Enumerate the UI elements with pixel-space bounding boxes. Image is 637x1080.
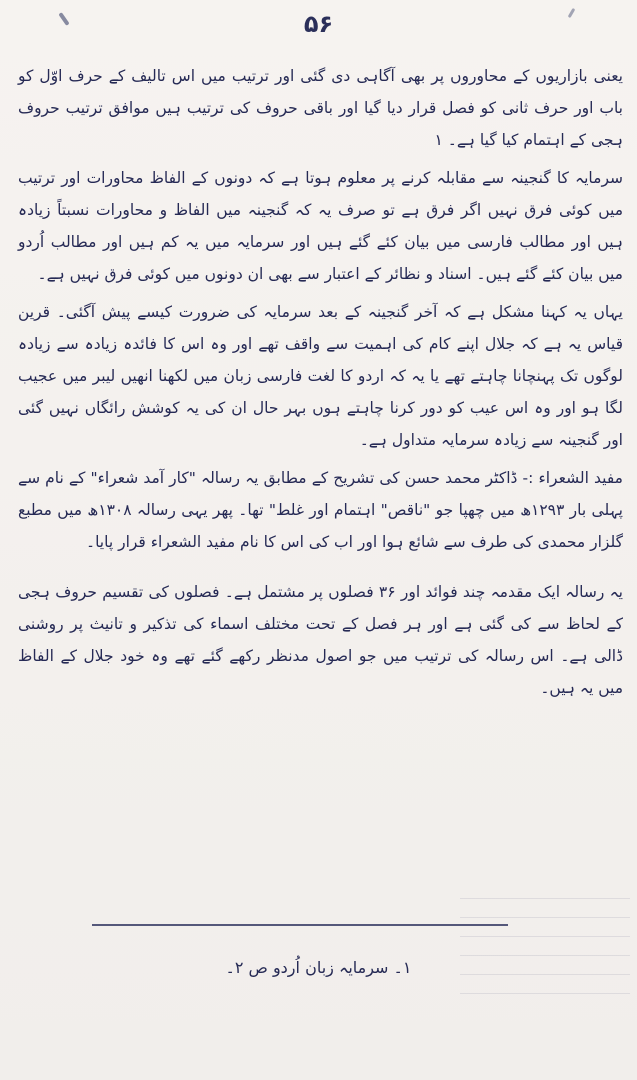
footnote-divider [92,924,508,926]
paragraph: یعنی بازاریوں کے محاوروں پر بھی آگاہی دی گئی اور ترتیب میں اس تالیف کے حرف اوّل کو باب اور حرف ثانی کو فصل قرار دیا گیا اور باقی حروف کی ترتیب ہیں موافق ترتیب حروف ہجی کے اہتمام کیا گیا ہے۔ ۱ [18,67,623,149]
page-number: ۵۶ [303,10,334,38]
body-text [18,60,623,704]
paragraph: یہ رسالہ ایک مقدمہ چند فوائد اور ۳۶ فصلوں پر مشتمل ہے۔ فصلوں کی تقسیم حروف ہجی کے لحاظ سے کی گئی ہے اور ہر فصل کے تحت مختلف اسماء کی تذکیر و تانیث پر روشنی ڈالی ہے۔ اس رسالہ کی ترتیب میں جو اصول مدنظر رکھے گئے تھے وہ خود جلال کے الفاظ میں یہ ہیں۔ [18,583,623,697]
paragraph: سرمایہ کا گنجینہ سے مقابلہ کرنے پر معلوم ہوتا ہے کہ دونوں کے الفاظ محاورات اور ترتیب میں کوئی فرق نہیں اگر فرق ہے تو صرف یہ کہ گنجینہ میں الفاظ و محاورات نسبتاً زیادہ ہیں اور مطالب فارسی میں بیان کئے گئے ہیں اور سرمایہ میں یہ کم ہیں اور مطالب اُردو میں بیان کئے گئے ہیں۔ اسناد و نظائر کے اعتبار سے بھی ان دونوں میں کوئی فرق نہیں ہے۔ [18,169,623,283]
paragraph: مفید الشعراء :- ڈاکٹر محمد حسن کی تشریح کے مطابق یہ رسالہ "کار آمد شعراء" کے نام سے پہلی بار ۱۲۹۳ھ میں چھپا جو "ناقص" اہتمام اور غلط" تھا۔ پھر یہی رسالہ ۱۳۰۸ھ میں مطبع گلزار محمدی کی طرف سے شائع ہوا اور اب کی اس کا نام مفید الشعراء قرار پایا۔ [18,469,623,551]
footnote: ۱۔ سرمایہ زبان اُردو ص ۲۔ [225,958,412,977]
paragraph: یہاں یہ کہنا مشکل ہے کہ آخر گنجینہ کے بعد سرمایہ کی ضرورت کیسے پیش آگئی۔ قرین قیاس یہ ہے کہ جلال اپنے کام کی اہمیت سے واقف تھے اور وہ اس کا فائدہ زیادہ سے زیادہ لوگوں تک پہنچانا چاہتے تھے یا یہ کہ اردو کا لغت فارسی زبان میں لکھنا انھیں لیبر میں عجیب لگا ہو اور وہ اس عیب کو دور کرنا چاہتے ہوں بہر حال ان کی یہ کوشش رائگاں نہیں گئی اور گنجینہ سے زیادہ سرمایہ متداول ہے۔ [18,303,623,449]
show-through-texture [460,880,630,1000]
